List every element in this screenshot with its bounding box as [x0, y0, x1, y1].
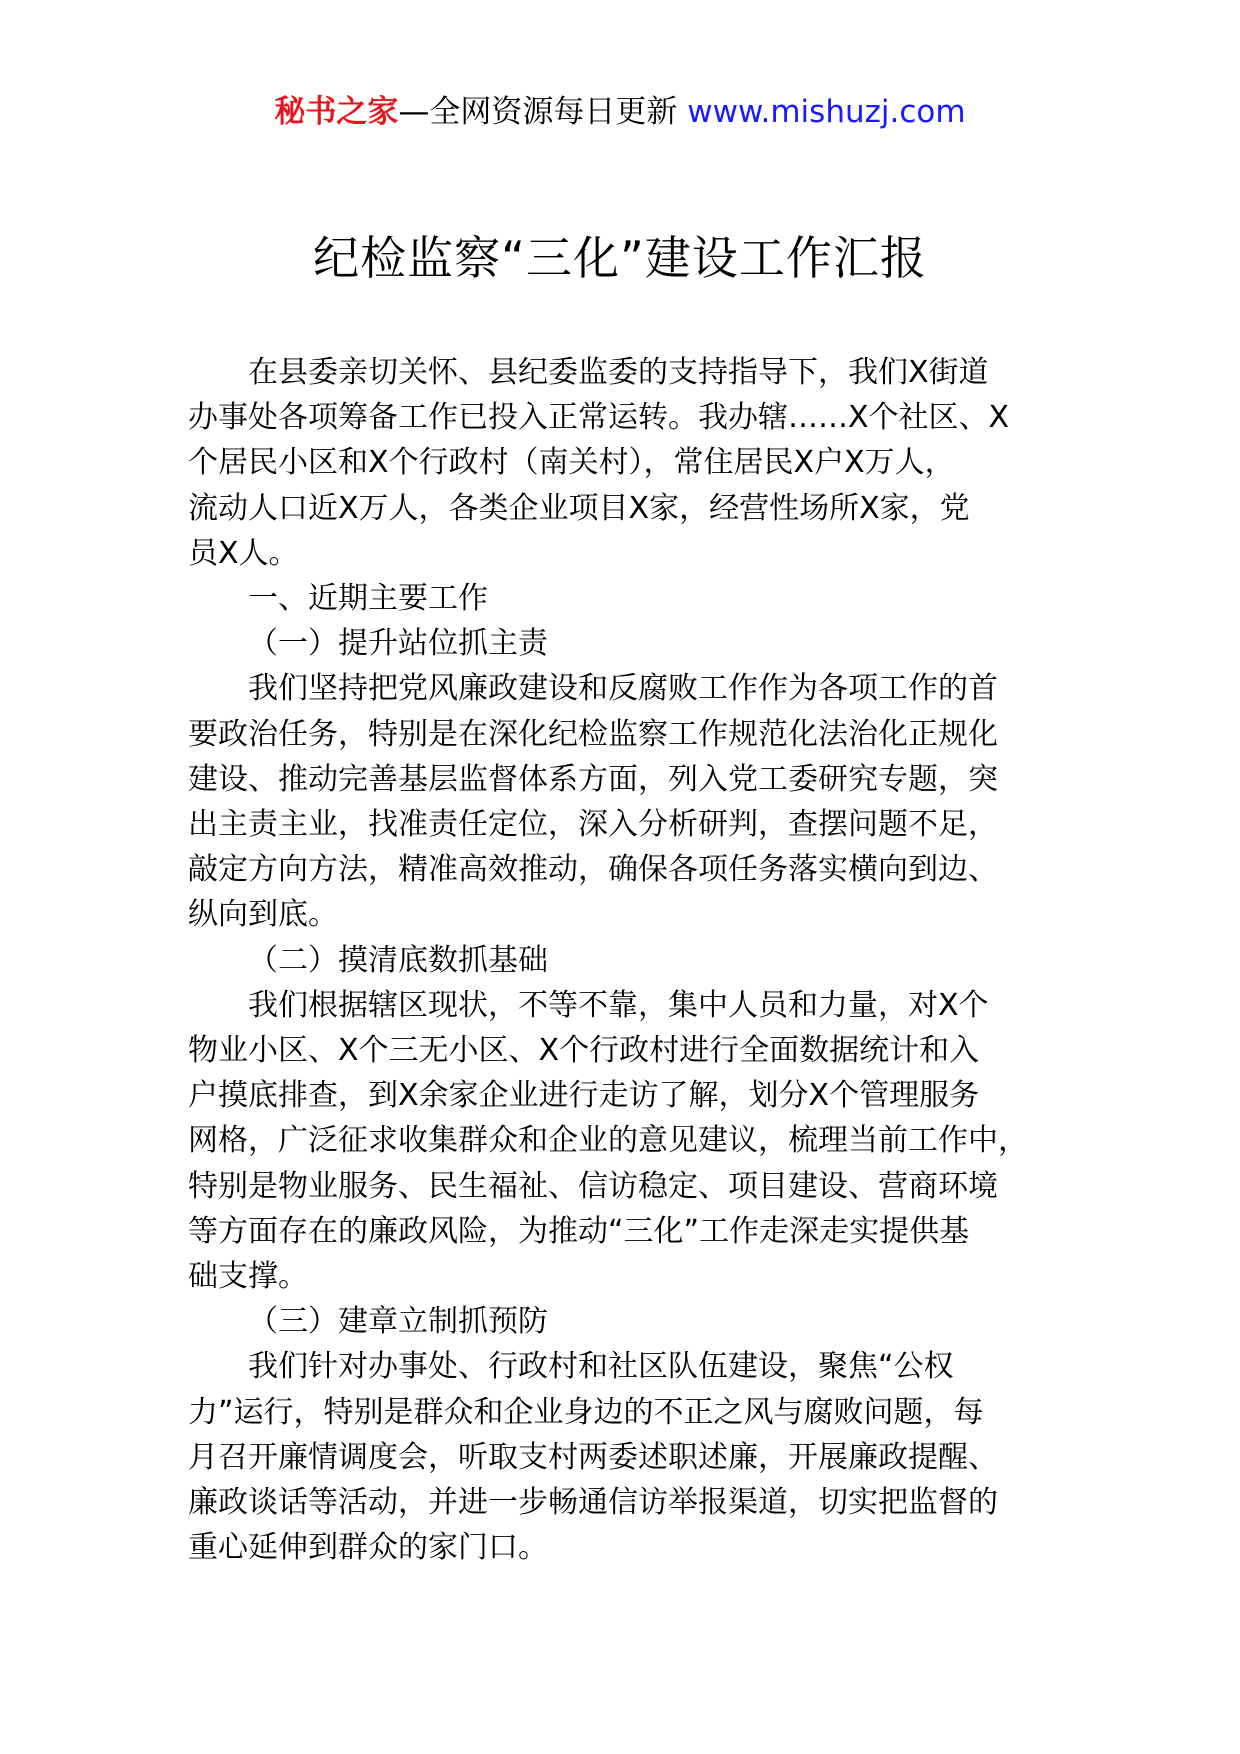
site-brand: 秘书之家	[274, 94, 399, 130]
section-heading: 一、近期主要工作	[248, 581, 488, 617]
body-paragraph: 我们根据辖区现状，不等不靠，集中人员和力量，对X个 物业小区、X个三无小区、X个行政村进行全面数据统计和入 户摸底排查，到X余家企业进行走访了解，划分X个管理服务 网格，广泛征求收集群众和企业的意见建议，梳理当前工作中， 特别是物业服务、民生福祉、信访稳定、项目建设、营商环境 等方面存在的廉政风险，为推动“三化”工作走深走实提供基 础支撑。	[188, 987, 1028, 1295]
body-paragraph: 我们针对办事处、行政村和社区队伍建设，聚焦“公权 力”运行，特别是群众和企业身边的不正之风与腐败问题，每 月召开廉情调度会，听取支村两委述职述廉，开展廉政提醒、 廉政谈话等活动，并进一步畅通信访举报渠道，切实把监督的 重心延伸到群众的家门口。	[188, 1349, 998, 1566]
body-paragraph: 我们坚持把党风廉政建设和反腐败工作作为各项工作的首 要政治任务，特别是在深化纪检监察工作规范化法治化正规化 建设、推动完善基层监督体系方面，列入党工委研究专题，突 出主责主业，找准责任定位，深入分析研判，查摆问题不足， 敲定方向方法，精准高效推动，确保各项任务落实横向到边、 纵向到底。	[188, 671, 998, 933]
subsection-heading: （三）建章立制抓预防	[248, 1304, 548, 1340]
document-title: 纪检监察“三化”建设工作汇报	[313, 231, 927, 285]
intro-paragraph: 在县委亲切关怀、县纪委监委的支持指导下，我们X街道 办事处各项筹备工作已投入正常运转。我办辖……X个社区、X 个居民小区和X个行政村（南关村），常住居民X户X万人， 流动人口近X万人，各类企业项目X家，经营性场所X家，党 员X人。	[188, 355, 1010, 571]
site-header	[0, 90, 1240, 134]
subsection-heading: （二）摸清底数抓基础	[248, 942, 548, 978]
subsection-heading: （一）提升站位抓主责	[248, 626, 548, 662]
site-url[interactable]: www.mishuzj.com	[687, 94, 966, 130]
site-slogan: —全网资源每日更新	[398, 94, 688, 130]
document-body	[188, 350, 1068, 1570]
